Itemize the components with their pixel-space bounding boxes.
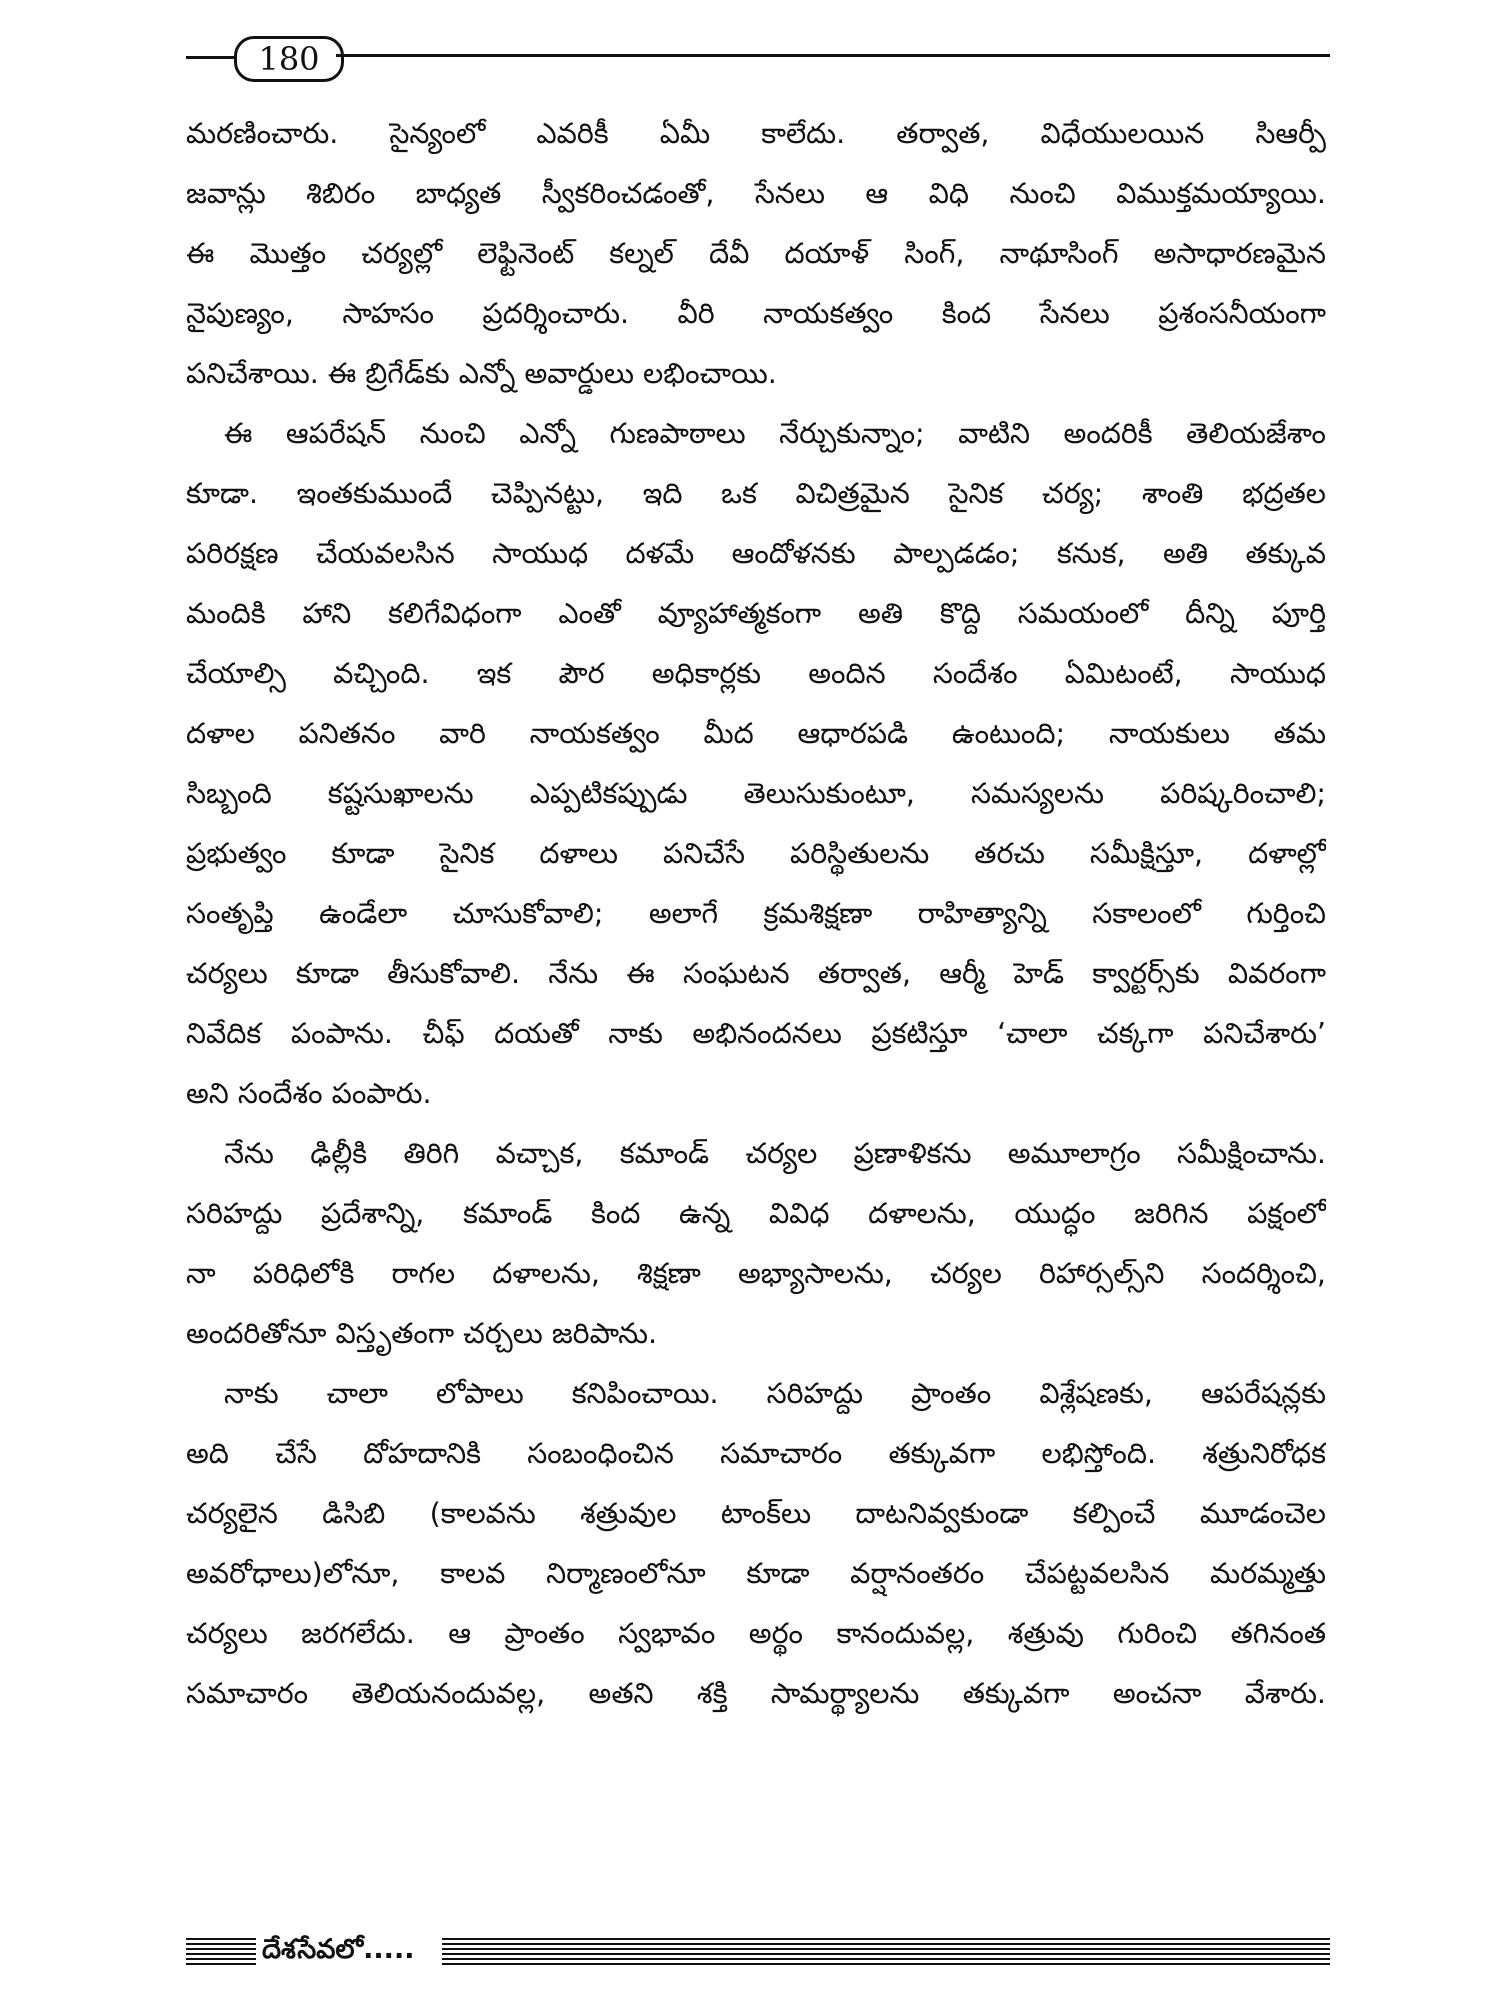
text-line: నేను ఢిల్లీకి తిరిగి వచ్చాక, కమాండ్ చర్యల ప్రణాళికను అమూలాగ్రం సమీక్షించాను. <box>224 1137 1326 1170</box>
text-line: జవాన్లు శిబిరం బాధ్యత స్వీకరించడంతో, సేనలు ఆ విధి నుంచి విముక్తమయ్యాయి. <box>186 177 1326 210</box>
text-line: ఈ ఆపరేషన్ నుంచి ఎన్నో గుణపాఠాలు నేర్చుకున్నాం; వాటిని అందరికీ తెలియజేశాం <box>224 417 1326 450</box>
header-rule <box>186 56 238 59</box>
text-line: ఈ మొత్తం చర్యల్లో లెఫ్టినెంట్ కల్నల్ దేవీ దయాళ్ సింగ్, నాథూసింగ్ అసాధారణమైన <box>186 237 1326 270</box>
text-line: పరిరక్షణ చేయవలసిన సాయుధ దళమే ఆందోళనకు పాల్పడడం; కనుక, అతి తక్కువ <box>186 537 1326 570</box>
text-line: చర్యలు జరగలేదు. ఆ ప్రాంతం స్వభావం అర్థం కానందువల్ల, శత్రువు గురించి తగినంత <box>186 1617 1326 1650</box>
text-line: సిబ్బంది కష్టసుఖాలను ఎప్పటికప్పుడు తెలుసుకుంటూ, సమస్యలను పరిష్కరించాలి; <box>186 777 1326 810</box>
text-line: సమాచారం తెలియనందువల్ల, అతని శక్తి సామర్థ్యాలను తక్కువగా అంచనా వేశారు. <box>186 1677 1326 1710</box>
body-text <box>186 104 1326 1724</box>
text-line: మందికి హాని కలిగేవిధంగా ఎంతో వ్యూహాత్మకంగా అతి కొద్ది సమయంలో దీన్ని పూర్తి <box>186 597 1326 630</box>
text-line: అది చేసే దోహదానికి సంబంధించిన సమాచారం తక్కువగా లభిస్తోంది. శత్రునిరోధక <box>186 1437 1326 1470</box>
header-rule <box>336 54 1330 57</box>
running-footer-title: దేశసేవలో..... <box>262 1934 415 1965</box>
text-line: నివేదిక పంపాను. చీఫ్ దయతో నాకు అభినందనలు ప్రకటిస్తూ ‘చాలా చక్కగా పనిచేశారు’ <box>186 1017 1326 1050</box>
text-line: సరిహద్దు ప్రదేశాన్ని, కమాండ్ కింద ఉన్న వివిధ దళాలను, యుద్ధం జరిగిన పక్షంలో <box>186 1197 1326 1230</box>
text-line: నైపుణ్యం, సాహసం ప్రదర్శించారు. వీరి నాయకత్వం కింద సేనలు ప్రశంసనీయంగా <box>186 297 1326 330</box>
text-line: చేయాల్సి వచ్చింది. ఇక పౌర అధికార్లకు అందిన సందేశం ఏమిటంటే, సాయుధ <box>186 657 1326 690</box>
paragraph-1 <box>186 104 1326 404</box>
page-number: 180 <box>234 36 344 82</box>
text-line: నా పరిధిలోకి రాగల దళాలను, శిక్షణా అభ్యాసాలను, చర్యల రిహార్సల్స్‌ని సందర్శించి, <box>186 1257 1326 1290</box>
footer-ornament <box>186 1938 256 1966</box>
text-line: దళాల పనితనం వారి నాయకత్వం మీద ఆధారపడి ఉంటుంది; నాయకులు తమ <box>186 717 1326 750</box>
text-line: ప్రభుత్వం కూడా సైనిక దళాలు పనిచేసే పరిస్థితులను తరచు సమీక్షిస్తూ, దళాల్లో <box>186 837 1326 870</box>
text-line: పనిచేశాయి. ఈ బ్రిగేడ్‌కు ఎన్నో అవార్డులు లభించాయి. <box>186 357 777 390</box>
text-line: అందరితోనూ విస్తృతంగా చర్చలు జరిపాను. <box>186 1317 658 1350</box>
paragraph-2 <box>186 404 1326 1124</box>
text-line: మరణించారు. సైన్యంలో ఎవరికీ ఏమీ కాలేదు. తర్వాత, విధేయులయిన సిఆర్పీ <box>186 117 1326 150</box>
text-line: చర్యలైన డిసిబి (కాలవను శత్రువుల టాంక్‌లు దాటనివ్వకుండా కల్పించే మూడంచెల <box>186 1497 1326 1530</box>
text-line: నాకు చాలా లోపాలు కనిపించాయి. సరిహద్దు ప్రాంతం విశ్లేషణకు, ఆపరేషన్లకు <box>224 1377 1326 1410</box>
text-line: అవరోధాలు)లోనూ, కాలవ నిర్మాణంలోనూ కూడా వర్షానంతరం చేపట్టవలసిన మరమ్మత్తు <box>186 1557 1326 1590</box>
text-line: చర్యలు కూడా తీసుకోవాలి. నేను ఈ సంఘటన తర్వాత, ఆర్మీ హెడ్ క్వార్టర్స్‌కు వివరంగా <box>186 957 1326 990</box>
paragraph-3 <box>186 1124 1326 1364</box>
paragraph-4 <box>186 1364 1326 1724</box>
footer-ornament <box>442 1938 1330 1966</box>
text-line: సంతృప్తి ఉండేలా చూసుకోవాలి; అలాగే క్రమశిక్షణా రాహిత్యాన్ని సకాలంలో గుర్తించి <box>186 897 1326 930</box>
text-line: అని సందేశం పంపారు. <box>186 1077 432 1110</box>
text-line: కూడా. ఇంతకుముందే చెప్పినట్టు, ఇది ఒక విచిత్రమైన సైనిక చర్య; శాంతి భద్రతల <box>186 477 1326 510</box>
